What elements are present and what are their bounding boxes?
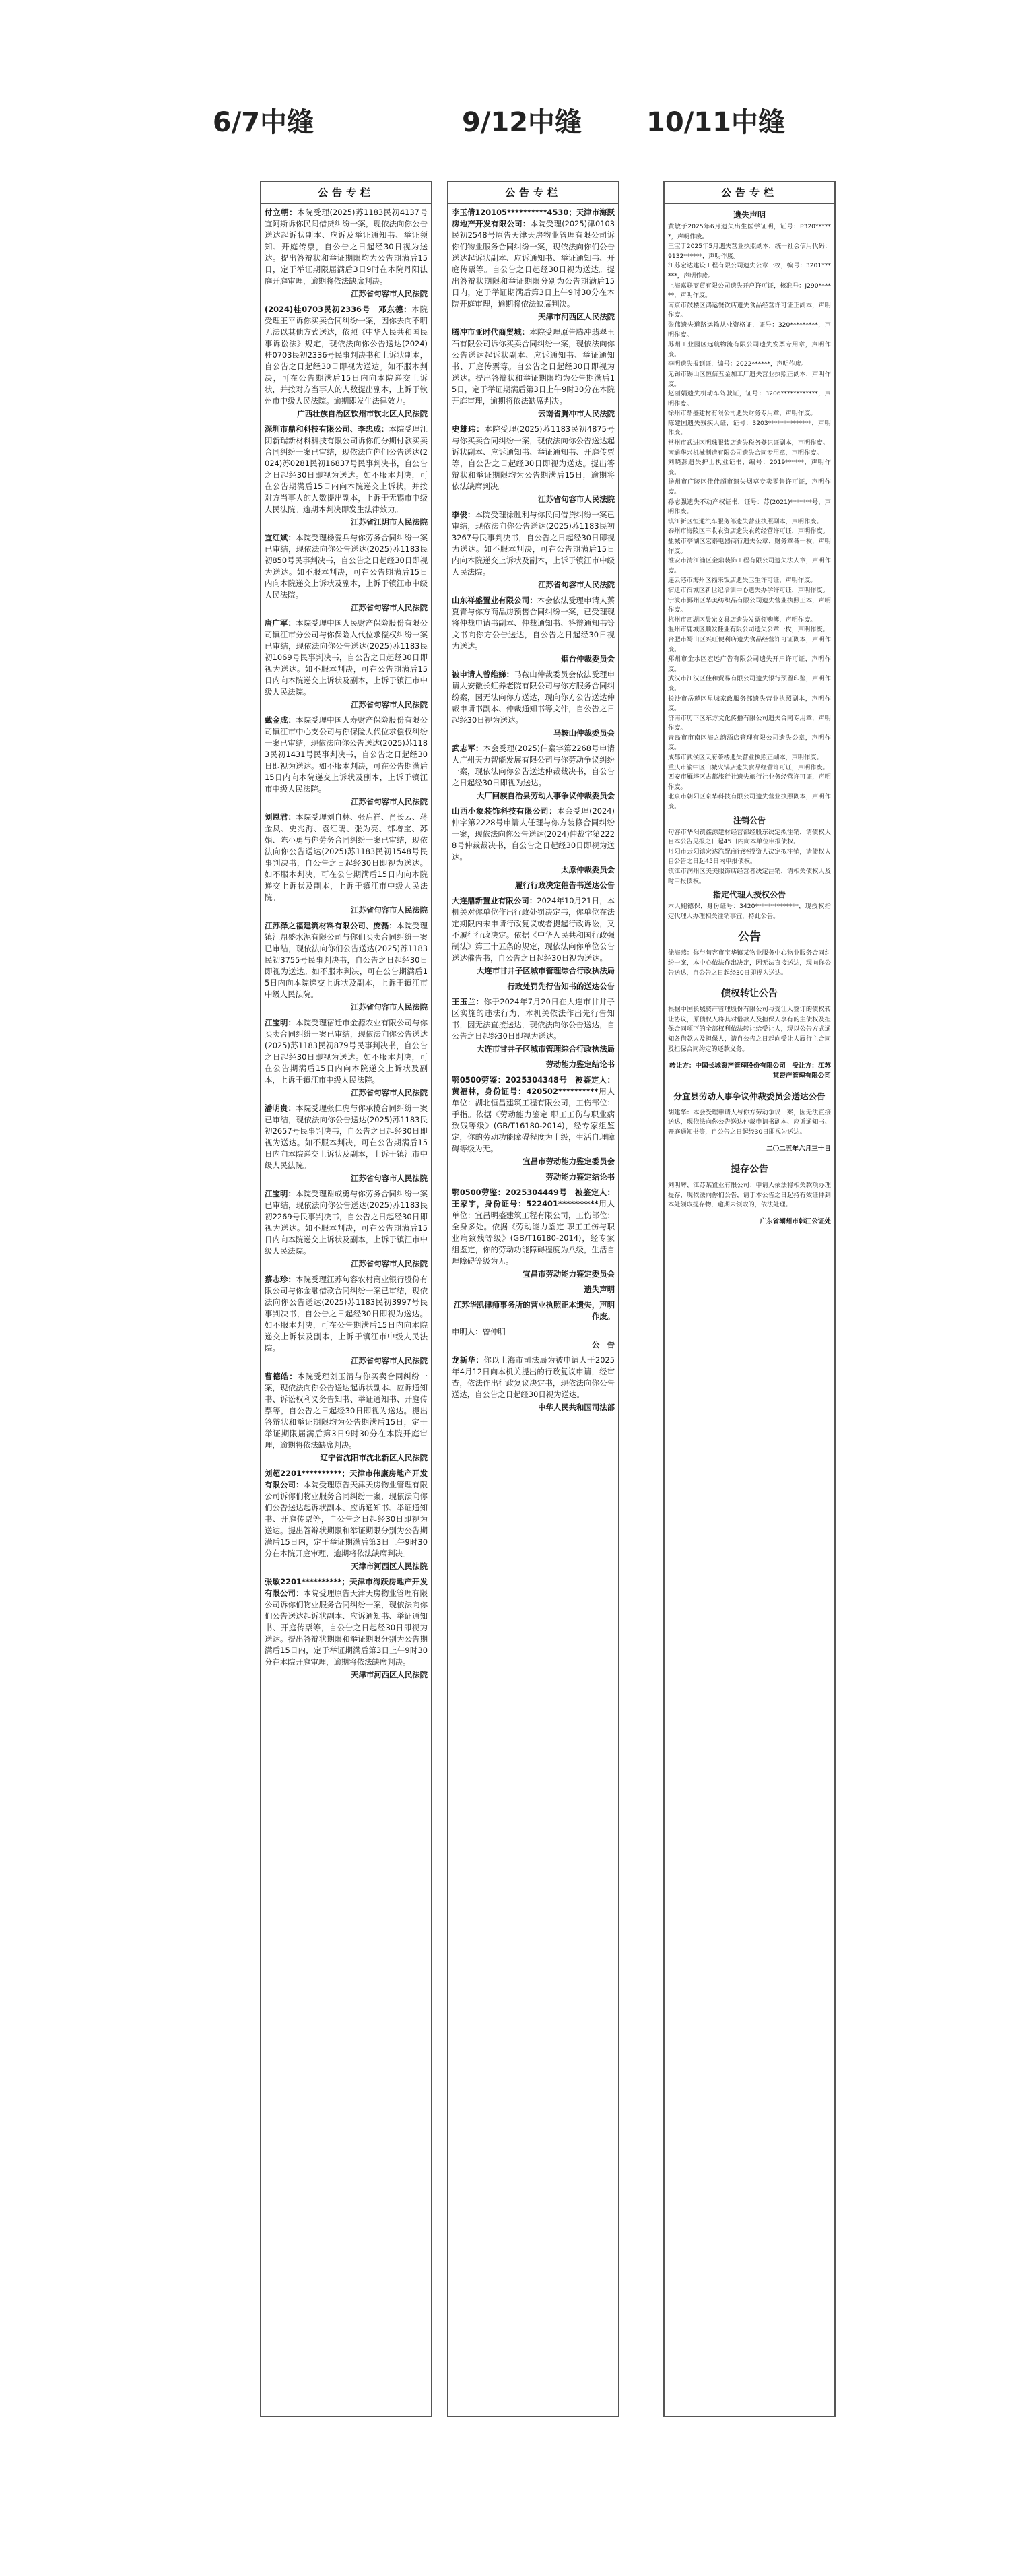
cancel-item: 镇江市润州区美美服饰店经营者决定注销，请相关债权人及时申报债权。: [668, 868, 831, 885]
section-title: 公告: [738, 930, 761, 944]
loss-item: 南京市鼓楼区鸿运餐饮店遗失食品经营许可证正副本，声明作废。: [668, 301, 831, 319]
issuer-name: 天津市河西区人民法院: [538, 312, 615, 321]
notice-item: [265, 1103, 428, 1171]
loss-item: 郑州市金水区宏远广告有限公司遗失开户许可证，声明作废。: [668, 655, 831, 673]
issuer-name: 宜昌市劳动能力鉴定委员会: [523, 1269, 615, 1279]
loss-item: 江苏宏达建设工程有限公司遗失公章一枚，编号：3201******，声明作废。: [668, 262, 831, 280]
column-header: 公告专栏: [261, 182, 431, 204]
notice-text: 本院受理江苏句容农村商业银行股份有限公司与你金融借款合同纠纷一案已审结，现依法向你公告送达(2025)苏1183民初3997号民事判决书，自公告之日起经30日即视为送达。如不服本判决，可在公告期满后15日内向本院递交上诉状及副本，上诉于镇江市中级人民法院。: [265, 1275, 428, 1353]
notice-addressee: 史雄玮：: [452, 424, 485, 434]
notice-item: [452, 424, 615, 492]
notice-text: 本院受理中国人民财产保险股份有限公司镇江市分公司与你保险人代位求偿权纠纷一案已审结，现依法向你公告送达(2025)苏1183民初1069号民事判决书，自公告之日起经30日即视为送达。如不服本判决，可在公告期满后15日内向本院递交上诉状及副本，上诉于镇江市中级人民法院。: [265, 618, 428, 697]
notice-item: [452, 327, 615, 407]
cancel-list: [668, 828, 831, 887]
notice-text: 本院受理谢成勇与你劳务合同纠纷一案已审结，现依法向你公告送达(2025)苏1183民初2269号民事判决书，自公告之日起经30日即视为送达。如不服本判决，可在公告期满后15日内向本院递交上诉状及副本，上诉于镇江市中级人民法院。: [265, 1189, 428, 1256]
notice-addressee: 深圳市鼎和科技有限公司、李忠成：: [265, 424, 389, 434]
loss-item: 南通华兴机械制造有限公司遗失合同专用章，声明作废。: [668, 449, 823, 457]
arbitration-notice: 胡建华：本会受理申请人与你方劳动争议一案，因无法直接送达，现依法向你公告送达仲裁申请书副本、应诉通知书、开庭通知书等，自公告之日起经30日即视为送达。: [668, 1108, 831, 1136]
section-title: 指定代理人授权公告: [712, 890, 786, 900]
notice-addressee: 唐广军：: [265, 618, 296, 628]
notice-text: 本院受理张仁虎与你承揽合同纠纷一案已审结，现依法向你公告送达(2025)苏1183民初2657号民事判决书，自公告之日起经30日即视为送达。如不服本判决，可在公告期满后15日内向本院递交上诉状及副本，上诉于镇江市中级人民法院。: [265, 1103, 428, 1170]
notice-text: 本院受理刘玉清与你买卖合同纠纷一案，现依法向你公告送达起诉状副本、应诉通知书、诉讼权利义务告知书、举证通知书、开庭传票等，自公告之日起经30日即视为送达。提出答辩状和举证期限均为公告期满后15日，定于举证期限届满后第3日9时30分在本院开庭审理，逾期将依法缺席判决。: [265, 1372, 428, 1450]
notice-item: [265, 1576, 428, 1668]
notice-addressee: 潘明贵：: [265, 1103, 296, 1113]
notice-column-2: [447, 181, 619, 2417]
notice-addressee: 鄂0500劳鉴：2025304449号 被鉴定人：王家宇，身份证号：522401**********: [452, 1188, 615, 1209]
issuer-name: 江苏省句容市人民法院: [351, 1356, 428, 1365]
agent-notice: 本人鲍德保，身份证号：3420**************，现授权指定代理人办理相关注销事宜，特此公告。: [668, 903, 831, 920]
notice-item: [452, 595, 615, 652]
section-title: 提存公告: [731, 1164, 768, 1176]
issuer-name: 天津市河西区人民法院: [351, 1561, 428, 1571]
issuer-name: 烟台仲裁委员会: [561, 654, 615, 664]
loss-item: 盐城市亭湖区宏泰电器商行遗失公章、财务章各一枚，声明作废。: [668, 538, 831, 555]
notice-item: [265, 1188, 428, 1257]
notice-text: 本院受理杨爱兵与你劳务合同纠纷一案已审结，现依法向你公告送达(2025)苏1183民初850号民事判决书，自公告之日起经30日即视为送达。如不服本判决，可在公告期满后15日内向本院递交上诉状及副本，上诉于镇江市中级人民法院。: [265, 533, 428, 600]
notice-item: [265, 1371, 428, 1451]
public-notice: 徐海燕：你与句容市宝华镇某物业服务中心物业服务合同纠纷一案，本中心依法作出决定，因无法直接送达，现向你公告送达，自公告之日起经30日即视为送达。: [668, 949, 831, 977]
notice-addressee: 腾冲市亚时代商贸城：: [452, 327, 530, 337]
loss-item: 孙志强遗失不动产权证书，证号：苏(2021)*******号，声明作废。: [668, 498, 831, 516]
issuer-name: 江苏省句容市人民法院: [351, 603, 428, 612]
notice-addressee: 武志军：: [452, 744, 483, 753]
notice-addressee: 江宝明：: [265, 1189, 296, 1198]
notice-text: 用人单位：湖北恒昌建筑工程有限公司，工伤部位：手指。依据《劳动能力鉴定 职工工伤与职业病致残等级》(GB/T16180-2014)，经专家组鉴定，你的劳动功能障碍程度为十级，生活自理障碍等级为无。: [452, 1087, 615, 1153]
issuer-name: 江苏省句容市人民法院: [538, 580, 615, 589]
notice-text: 本会受理(2024)仲字第2228号申请人任理与你方装修合同纠纷一案，现依法向你公告送达(2024)仲裁字第2228号仲裁裁决书，自公告之日起经30日即视为送达。: [452, 806, 615, 862]
column-body: [665, 204, 834, 1237]
issuer-name: 江苏省句容市人民法院: [351, 905, 428, 915]
column-title-3: 10/11中缝: [646, 107, 785, 138]
loss-item: 张伟遗失道路运输从业资格证，证号：320*********，声明作废。: [668, 321, 831, 339]
issuer-name: 江苏省句容市人民法院: [351, 1088, 428, 1097]
notice-item: [452, 1074, 615, 1155]
issuer-name: 大连市甘井子区城市管理综合行政执法局: [476, 966, 615, 975]
notice-column-1: [260, 181, 432, 2417]
notice-item: [265, 1274, 428, 1354]
notice-text: 本院受理(2025)苏1183民初4875号与你买卖合同纠纷一案，现依法向你公告送达起诉状副本、应诉通知书、举证通知书、开庭传票等，自公告之日起经30日即视为送达。提出答辩状和举证期限均为公告期满后15日，逾期将依法缺席判决。: [452, 424, 615, 491]
notice-item: [265, 1017, 428, 1086]
notice-text: 本院受理原告天津天房物业管理有限公司诉你们物业服务合同纠纷一案，现依法向你们公告送达起诉状副本、应诉通知书、举证通知书、开庭传票等，自公告之日起经30日即视为送达。提出答辩状期限和举证期限分别为公告期满后15日内，定于举证期满后第3日上午9时30分在本院开庭审理，逾期将依法缺席判决。: [265, 1588, 428, 1667]
notice-item: [265, 715, 428, 795]
loss-item: 苏州工业园区远航物流有限公司遗失发票专用章，声明作废。: [668, 341, 831, 358]
notice-item: [452, 743, 615, 789]
notice-text: 你以上海市司法局为被申请人于2025年4月12日向本机关提出的行政复议申请，经审查，依法作出行政复议决定书，现依法向你公告送达，自公告之日起经30日视为送达。: [452, 1355, 615, 1399]
notice-item: [452, 1326, 615, 1338]
loss-item: 刘晓燕遗失护士执业证书，编号：2019******，声明作废。: [668, 459, 831, 476]
deposit-sign: 广东省潮州市韩江公证处: [760, 1218, 831, 1226]
notice-text: 用人单位：宜昌明盛建筑工程有限公司，工伤部位：全身多处。依据《劳动能力鉴定 职工工伤与职业病致残等级》(GB/T16180-2014)，经专家组鉴定，你的劳动功能障碍程度为八级，生活自理障碍等级为无。: [452, 1199, 615, 1266]
notice-item: [452, 806, 615, 863]
loss-item: 常州市武进区明珠服装店遗失税务登记证副本，声明作废。: [668, 439, 829, 447]
column-title-1: 6/7中缝: [212, 107, 314, 138]
column-body: [448, 204, 618, 1421]
notice-addressee: 江苏泽之福建筑材料有限公司、庞磊：: [265, 921, 397, 930]
notice-item: [452, 207, 615, 310]
notice-text: 本院受理(2025)苏1183民初4137号宜阿斯诉你民间借贷纠纷一案，现依法向你公告送达起诉状副本、应诉及举证通知书、举证须知、开庭传票，自公告之日起经30日视为送达。提出答辩状和举证期限均为公告期满后15日，定于举证期限届满后3日9时在本院丹阳法庭开庭审理，逾期将依法缺席判决。: [265, 207, 428, 286]
notice-item: [265, 812, 428, 903]
issuer-name: 太原仲裁委员会: [561, 865, 615, 874]
notice-text: 本院受理原告天津天房物业管理有限公司诉你们物业服务合同纠纷一案，现依法向你们公告送达起诉状副本、应诉通知书、举证通知书、开庭传票等，自公告之日起经30日即视为送达。提出答辩状期限和举证期限分别为公告期满后15日内，定于举证期满后第3日上午9时30分在本院开庭审理，逾期将依法缺席判决。: [265, 1480, 428, 1558]
loss-item: 淮安市清江浦区金鼎装饰工程有限公司遗失法人章，声明作废。: [668, 557, 831, 575]
issuer-name: 天津市河西区人民法院: [351, 1670, 428, 1679]
notice-addressee: 宜红斌：: [265, 533, 296, 542]
issuer-name: 行政处罚先行告知书的送达公告: [507, 981, 615, 991]
issuer-name: 马鞍山仲裁委员会: [553, 728, 615, 738]
loss-item: 宁波市鄞州区华美纺织品有限公司遗失营业执照正本，声明作废。: [668, 596, 831, 614]
issuer-name: 履行行政决定催告书送达公告: [514, 880, 615, 890]
column-body: [261, 204, 431, 1689]
cancel-item: 句容市华阳镇鑫源建材经营部经股东决定拟注销，请债权人自本公告见报之日起45日内向本单位申报债权。: [668, 828, 831, 846]
notice-text: 本院受理原告腾冲翡翠玉石有限公司诉你买卖合同纠纷一案，现依法向你公告送达起诉状副本、应诉通知书、举证通知书、开庭传票等。自公告之日起经30日即视为送达。提出答辩状和举证期限均为公告期满后15日，定于举证期满后第3日上午9时30分在本院开庭审理，逾期将依法缺席判决。: [452, 327, 615, 406]
notice-item: [452, 669, 615, 726]
notice-addressee: 江宝明：: [265, 1018, 296, 1027]
notice-item: [265, 618, 428, 698]
loss-item: 成都市武侯区天府茶楼遗失营业执照正副本，声明作废。: [668, 754, 823, 762]
section-title: 注销公告: [733, 815, 766, 825]
notice-addressee: 刘恩君：: [265, 812, 296, 822]
loss-item: 武汉市江汉区佳和贸易有限公司遗失银行预留印鉴，声明作废。: [668, 675, 831, 693]
notice-text: 本会依法受理申请人蔡夏青与你方商品房预售合同纠纷一案，已受理现将仲裁申请书副本、仲裁通知书、答辩通知书等文书向你方公告送达，自公告之日起经30日视为送达。: [452, 595, 615, 651]
notice-item: [452, 895, 615, 964]
loss-item: 合肥市蜀山区兴旺便利店遗失食品经营许可证副本，声明作废。: [668, 635, 831, 653]
notice-addressee: 蔡志珍：: [265, 1275, 296, 1284]
issuer-name: 广西壮族自治区钦州市钦北区人民法院: [297, 409, 428, 418]
issuer-name: 大厂回族自治县劳动人事争议仲裁委员会: [476, 791, 615, 800]
loss-item: 温州市鹿城区顺发鞋业有限公司遗失公章一枚，声明作废。: [668, 626, 829, 634]
loss-item: 泰州市海陵区丰收农资店遗失农药经营许可证，声明作废。: [668, 527, 829, 536]
notice-item: [265, 207, 428, 287]
loss-item: 上海嘉联商贸有限公司遗失开户许可证，核准号：J290******，声明作废。: [668, 282, 831, 300]
loss-list: [668, 222, 831, 812]
loss-item: 连云港市海州区福来饭店遗失卫生许可证，声明作废。: [668, 577, 817, 585]
notice-addressee: 付立朝：: [265, 207, 298, 217]
notice-text: 本院受理徐胜利与你民间借贷纠纷一案已审结，现依法向你公告送达(2025)苏1183民初3267号民事判决书，自公告之日起经30日即视为送达。如不服本判决，可在公告期满后15日内向本院递交上诉状及副本，上诉于镇江市中级人民法院。: [452, 510, 615, 577]
column-title-2: 9/12中缝: [461, 107, 582, 138]
notice-item: [452, 509, 615, 578]
notice-addressee: 曹德皓：: [265, 1372, 298, 1381]
column-header: 公告专栏: [665, 182, 834, 204]
loss-item: 扬州市广陵区佳佳超市遗失烟草专卖零售许可证，声明作废。: [668, 478, 831, 496]
issuer-name: 中华人民共和国司法部: [538, 1403, 615, 1412]
notice-addressee: 戴金成：: [265, 715, 296, 725]
issuer-name: 辽宁省沈阳市沈北新区人民法院: [320, 1453, 428, 1462]
loss-item: 赵丽娟遗失机动车驾驶证，证号：3206************，声明作废。: [668, 390, 831, 408]
loss-item: 无锡市锡山区恒信五金加工厂遗失营业执照正副本，声明作废。: [668, 370, 831, 388]
notice-text: 本院受理宿迁市金源农业有限公司与你买卖合同纠纷一案已审结，现依法向你公告送达(2025)苏1183民初879号民事判决书，自公告之日起经30日即视为送达。如不服本判决，可在公告期满后15日内向本院递交上诉状及副本，上诉于镇江市中级人民法院。: [265, 1018, 428, 1085]
notice-text: 本院受理中国人寿财产保险股份有限公司镇江市中心支公司与你保险人代位求偿权纠纷一案已审结，现依法向你公告送达(2025)苏1183民初1431号民事判决书，自公告之日起经30日即视为送达。如不服本判决，可在公告期满后15日内向本院递交上诉状及副本，上诉于镇江市中级人民法院。: [265, 715, 428, 794]
notice-text: 马鞍山仲裁委员会依法受理申请人安徽长虹养老院有限公司与你方服务合同纠纷案，因无法向你方送达，现向你方公告送达仲裁申请书副本、仲裁通知书等文件，自公告之日起经30日视为送达。: [452, 670, 615, 725]
issuer-name: 江苏省句容市人民法院: [351, 1259, 428, 1268]
loss-item: 镇江新区恒通汽车服务部遗失营业执照副本，声明作废。: [668, 517, 823, 525]
debt-sign: 转让方：中国长城资产管理股份有限公司 受让方：江苏某资产管理有限公司: [669, 1062, 831, 1080]
issuer-name: 江苏省句容市人民法院: [351, 289, 428, 298]
issuer-name: 江苏省句容市人民法院: [351, 1002, 428, 1012]
notice-addressee: 被申请人曾维娣：: [452, 670, 514, 679]
notice-text: 2024年10月21日，本机关对你单位作出行政处罚决定书，你单位在法定期限内未申请行政复议或者提起行政诉讼，又不履行行政决定。依据《中华人民共和国行政强制法》第三十五条的规定，现依法向你单位公告送达催告书，自公告之日起经30日视为送达。: [452, 896, 615, 963]
notice-addressee: 鄂0500劳鉴：2025304348号 被鉴定人：黄福林，身份证号：420502**********: [452, 1075, 615, 1096]
loss-item: 宿迁市宿城区新世纪培训中心遗失办学许可证，声明作废。: [668, 586, 829, 594]
notice-item: [265, 1468, 428, 1559]
notice-text: 本院受理刘自林、张启祥、肖长云、蒋金凤、史兆海、袁红鹃、张为亮、郁增宝、苏娟、陈小勇与你劳务合同纠纷一案已审结，现依法向你公告送达(2025)苏1183民初1548号民事判决书，自公告之日起经30日即视为送达。如不服本判决，可在公告期满后15日内向本院递交上诉状及副本，上诉于镇江市中级人民法院。: [265, 812, 428, 902]
notice-text: 你于2024年7月20日在大连市甘井子区实施的违法行为，本机关依法作出先行告知书，因无法直接送达，现依法向你公告送达，自公告之日起经30日即视为送达。: [452, 997, 615, 1041]
issuer-name: 江苏省句容市人民法院: [351, 700, 428, 709]
section-title: 遗失声明: [733, 210, 766, 220]
deposit-notice: 刘明辉、江苏某置业有限公司：申请人依法将相关款项办理提存，现依法向你们公告，请于本公告之日起持有效证件到本处领取提存物，逾期未领取的，依法处理。: [668, 1182, 831, 1209]
issuer-name: 宜昌市劳动能力鉴定委员会: [523, 1157, 615, 1166]
notice-text: 本院受理镇江鼎盛水泥有限公司与你们买卖合同纠纷一案已审结，现依法向你们公告送达(2025)苏1183民初3755号民事判决书，自公告之日起经30日即视为送达。如不服本判决，可在公告期满后15日内向本院递交上诉状及副本，上诉于镇江市中级人民法院。: [265, 921, 428, 999]
notice-item: [452, 1355, 615, 1400]
section-title: 分宜县劳动人事争议仲裁委员会送达公告: [673, 1091, 826, 1101]
notice-column-3: [663, 181, 836, 2417]
issuer-name: 遗失声明: [584, 1285, 615, 1294]
loss-item: 济南市历下区东方文化传播有限公司遗失合同专用章，声明作废。: [668, 714, 831, 732]
issuer-name: 云南省腾冲市人民法院: [538, 409, 615, 418]
loss-item: 青岛市市南区海之韵酒店管理有限公司遗失公章，声明作废。: [668, 734, 831, 752]
notice-addressee: 王玉兰：: [452, 997, 484, 1006]
issuer-name: 公 告: [591, 1340, 615, 1349]
issuer-name: 劳动能力鉴定结论书: [545, 1060, 615, 1069]
arbitration-sign: 二〇二五年六月三十日: [766, 1145, 831, 1153]
column-header: 公告专栏: [448, 182, 618, 204]
debt-notice: 根据中国长城资产管理股份有限公司与受让人签订的债权转让协议，原债权人将其对借款人及担保人享有的主债权及担保合同项下的全部权利依法转让给受让人，现以公告方式通知各借款人及担保人，请自公告之日起向受让人履行主合同及担保合同约定的还款义务。: [668, 1006, 831, 1053]
loss-item: 北京市朝阳区京华科技有限公司遗失营业执照副本，声明作废。: [668, 793, 831, 811]
notice-item: [265, 424, 428, 515]
notice-item: [452, 996, 615, 1042]
notice-addressee: 李玉倩120105**********4530；天津市海跃房地产开发有限公司：: [452, 207, 615, 228]
notice-addressee: 龙新华：: [452, 1355, 484, 1365]
loss-item: 李明遗失报到证，编号：2022******，声明作废。: [668, 360, 808, 368]
loss-item: 杭州市西湖区晨光文具店遗失发票领购簿，声明作废。: [668, 616, 817, 624]
notice-text: 本院受理王平诉你买卖合同纠纷一案，因你去向不明无法以其他方式送达，依照《中华人民共和国民事诉讼法》规定，现依法向你公告送达(2024)桂0703民初2336号民事判决书和上诉状副本，自公告之日起经30日即视为送达。如不服本判决，可在公告期满后15日内向本院递交上诉状，并按对方当事人的人数提出副本，上诉于钦州市中级人民法院。逾期即发生法律效力。: [265, 304, 428, 406]
notice-addressee: 张敏2201**********；天津市海跃房地产开发有限公司：: [265, 1577, 428, 1598]
loss-item: 王宝于2025年5月遗失营业执照副本，统一社会信用代码：9132******，声明作废。: [668, 243, 831, 260]
notice-text: 本院受理(2025)津0103民初2548号原告天津天房物业管理有限公司诉你们物业服务合同纠纷一案，现依法向你们公告送达起诉状副本、应诉通知书、举证通知书、开庭传票等。自公告之日起经30日视为送达。提出答辩状期限和举证期限分别为公告期满后15日内，定于举证期满后第3日上午9时30分在本院开庭审理，逾期将依法缺席判决。: [452, 219, 615, 309]
notice-addressee: 山东祥盛置业有限公司：: [452, 595, 537, 605]
issuer-name: 江苏省句容市人民法院: [351, 1173, 428, 1183]
loss-item: 陈建国遗失残疾人证，证号：3203**************，声明作废。: [668, 419, 831, 437]
notice-item: [265, 920, 428, 1000]
loss-item: 重庆市渝中区山城火锅店遗失食品经营许可证，声明作废。: [668, 763, 829, 771]
notice-item: [452, 1187, 615, 1267]
notice-addressee: 大连鼎新置业有限公司：: [452, 896, 537, 905]
issuer-name: 大连市甘井子区城市管理综合行政执法局: [476, 1044, 615, 1054]
loss-item: 长沙市岳麓区星城家政服务部遗失营业执照副本，声明作废。: [668, 695, 831, 713]
notice-addressee: 李俊：: [452, 510, 475, 519]
issuer-name: 江苏华凯律师事务所的营业执照正本遗失，声明作废。: [453, 1300, 615, 1321]
cancel-item: 丹阳市云阳镇宏达汽配商行经投资人决定拟注销，请债权人自公告之日起45日内申报债权。: [668, 847, 831, 866]
notice-item: [265, 304, 428, 407]
notice-text: 申明人：曾仲明: [452, 1327, 506, 1337]
loss-item: 徐州市鼎盛建材有限公司遗失财务专用章，声明作废。: [668, 410, 817, 418]
notice-item: [265, 532, 428, 601]
loss-item: 黄敏于2025年6月遗失出生医学证明，证号：P320******，声明作废。: [668, 223, 831, 240]
notice-addressee: (2024)桂0703民初2336号 邓东德：: [265, 304, 412, 314]
issuer-name: 江苏省江阴市人民法院: [351, 517, 428, 527]
issuer-name: 江苏省句容市人民法院: [538, 494, 615, 504]
notice-text: 本院受理江阴新瑞新材料科技有限公司诉你们分期付款买卖合同纠纷一案已审结，现依法向你们公告送达(2024)苏0281民初16837号民事判决书，自公告之日起经30日即视为送达。如不服本判决，可在公告期满后15日内向本院递交上诉状，并按对方当事人的人数提出副本，上诉于无锡市中级人民法院。逾期本判决即发生法律效力。: [265, 424, 428, 514]
notice-addressee: 刘超2201**********；天津市伟康房地产开发有限公司：: [265, 1469, 428, 1489]
issuer-name: 江苏省句容市人民法院: [351, 797, 428, 806]
loss-item: 西安市雁塔区古都旅行社遗失旅行社业务经营许可证，声明作废。: [668, 773, 831, 791]
notice-addressee: 山西小象装饰科技有限公司：: [452, 806, 558, 816]
section-title: 债权转让公告: [721, 988, 778, 1000]
issuer-name: 劳动能力鉴定结论书: [545, 1172, 615, 1182]
notice-text: 本会受理(2025)仲案字第2268号申请人广州天力智能发展有限公司与你劳动争议纠纷一案，现依法向你公告送达仲裁裁决书，自公告之日起经30日即视为送达。: [452, 744, 615, 787]
